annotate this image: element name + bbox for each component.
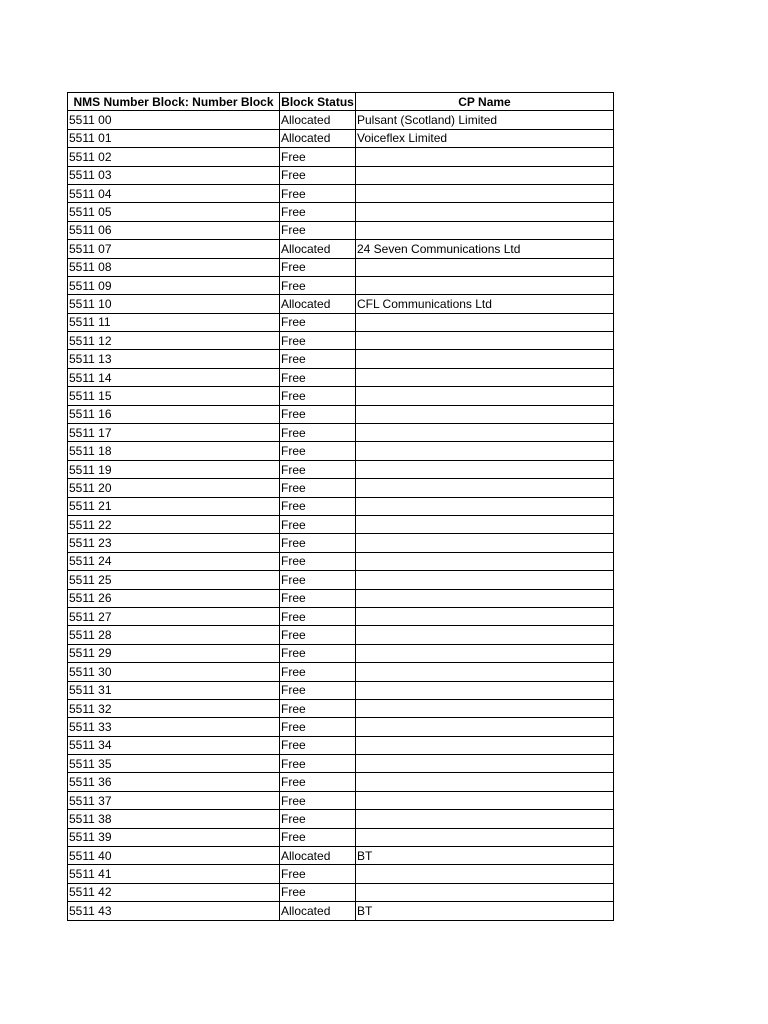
number-block-cell: 5511 27 xyxy=(68,607,280,625)
number-block-cell: 5511 19 xyxy=(68,460,280,478)
cp-name-cell: CFL Communications Ltd xyxy=(356,295,614,313)
number-block-cell: 5511 01 xyxy=(68,129,280,147)
cp-name-cell xyxy=(356,810,614,828)
table-row xyxy=(68,571,614,589)
table-row xyxy=(68,902,614,920)
number-block-cell: 5511 34 xyxy=(68,736,280,754)
number-block-cell: 5511 38 xyxy=(68,810,280,828)
table-row xyxy=(68,644,614,662)
block-status-cell: Free xyxy=(280,442,356,460)
table-row xyxy=(68,607,614,625)
table-row xyxy=(68,313,614,331)
block-status-cell: Allocated xyxy=(280,902,356,920)
number-block-cell: 5511 42 xyxy=(68,883,280,901)
number-block-cell: 5511 17 xyxy=(68,424,280,442)
cp-name-cell xyxy=(356,424,614,442)
block-status-cell: Free xyxy=(280,387,356,405)
cp-name-cell xyxy=(356,865,614,883)
cp-name-cell xyxy=(356,883,614,901)
block-status-cell: Free xyxy=(280,718,356,736)
block-status-cell: Free xyxy=(280,258,356,276)
cp-name-cell xyxy=(356,571,614,589)
number-block-cell: 5511 15 xyxy=(68,387,280,405)
number-block-cell: 5511 08 xyxy=(68,258,280,276)
cp-name-cell xyxy=(356,626,614,644)
table-row xyxy=(68,865,614,883)
number-block-cell: 5511 03 xyxy=(68,166,280,184)
cp-name-cell xyxy=(356,644,614,662)
table-row xyxy=(68,681,614,699)
cp-name-cell xyxy=(356,718,614,736)
table-row xyxy=(68,828,614,846)
header-row xyxy=(68,93,614,111)
number-block-cell: 5511 35 xyxy=(68,755,280,773)
cp-name-cell xyxy=(356,699,614,717)
number-block-cell: 5511 37 xyxy=(68,791,280,809)
cp-name-cell: 24 Seven Communications Ltd xyxy=(356,240,614,258)
cp-name-cell: Pulsant (Scotland) Limited xyxy=(356,111,614,129)
block-status-cell: Free xyxy=(280,313,356,331)
cp-name-cell xyxy=(356,405,614,423)
table-row xyxy=(68,479,614,497)
number-block-cell: 5511 41 xyxy=(68,865,280,883)
number-block-cell: 5511 12 xyxy=(68,332,280,350)
number-block-cell: 5511 20 xyxy=(68,479,280,497)
cp-name-cell xyxy=(356,681,614,699)
cp-name-cell xyxy=(356,203,614,221)
table-row xyxy=(68,699,614,717)
table-row xyxy=(68,368,614,386)
table-row xyxy=(68,387,614,405)
block-status-cell: Free xyxy=(280,276,356,294)
table-row xyxy=(68,810,614,828)
number-block-cell: 5511 05 xyxy=(68,203,280,221)
cp-name-cell xyxy=(356,663,614,681)
cp-name-cell xyxy=(356,258,614,276)
number-block-cell: 5511 33 xyxy=(68,718,280,736)
number-block-cell: 5511 29 xyxy=(68,644,280,662)
table-row xyxy=(68,442,614,460)
number-block-cell: 5511 23 xyxy=(68,534,280,552)
cp-name-cell xyxy=(356,276,614,294)
cp-name-cell xyxy=(356,460,614,478)
block-status-cell: Free xyxy=(280,681,356,699)
block-status-cell: Free xyxy=(280,203,356,221)
number-block-table xyxy=(67,92,614,921)
cp-name-cell xyxy=(356,552,614,570)
number-block-cell: 5511 00 xyxy=(68,111,280,129)
cp-name-cell xyxy=(356,148,614,166)
block-status-cell: Allocated xyxy=(280,295,356,313)
cp-name-cell xyxy=(356,515,614,533)
number-block-cell: 5511 28 xyxy=(68,626,280,644)
table-row xyxy=(68,405,614,423)
cp-name-cell: BT xyxy=(356,847,614,865)
block-status-cell: Free xyxy=(280,589,356,607)
table-row xyxy=(68,203,614,221)
block-status-cell: Free xyxy=(280,571,356,589)
table-row xyxy=(68,736,614,754)
cp-name-cell xyxy=(356,332,614,350)
number-block-cell: 5511 10 xyxy=(68,295,280,313)
table-row xyxy=(68,460,614,478)
number-block-cell: 5511 31 xyxy=(68,681,280,699)
table-row xyxy=(68,663,614,681)
block-status-cell: Free xyxy=(280,663,356,681)
block-status-cell: Free xyxy=(280,350,356,368)
number-block-cell: 5511 02 xyxy=(68,148,280,166)
block-status-cell: Free xyxy=(280,607,356,625)
cp-name-cell xyxy=(356,166,614,184)
number-block-cell: 5511 16 xyxy=(68,405,280,423)
block-status-cell: Free xyxy=(280,332,356,350)
block-status-cell: Free xyxy=(280,828,356,846)
table-body xyxy=(68,111,614,920)
table-row xyxy=(68,424,614,442)
table-row xyxy=(68,589,614,607)
number-block-cell: 5511 22 xyxy=(68,515,280,533)
number-block-cell: 5511 39 xyxy=(68,828,280,846)
block-status-cell: Free xyxy=(280,424,356,442)
block-status-cell: Free xyxy=(280,626,356,644)
table-row xyxy=(68,332,614,350)
cp-name-cell xyxy=(356,773,614,791)
block-status-cell: Free xyxy=(280,644,356,662)
header-number-block: NMS Number Block: Number Block xyxy=(68,93,280,111)
cp-name-cell xyxy=(356,589,614,607)
cp-name-cell xyxy=(356,387,614,405)
block-status-cell: Free xyxy=(280,497,356,515)
table-row xyxy=(68,240,614,258)
table-row xyxy=(68,166,614,184)
block-status-cell: Free xyxy=(280,773,356,791)
number-block-cell: 5511 04 xyxy=(68,184,280,202)
cp-name-cell: BT xyxy=(356,902,614,920)
table-row xyxy=(68,883,614,901)
table-row xyxy=(68,515,614,533)
block-status-cell: Free xyxy=(280,534,356,552)
cp-name-cell xyxy=(356,534,614,552)
number-block-cell: 5511 21 xyxy=(68,497,280,515)
block-status-cell: Free xyxy=(280,515,356,533)
cp-name-cell xyxy=(356,736,614,754)
number-block-cell: 5511 13 xyxy=(68,350,280,368)
block-status-cell: Free xyxy=(280,883,356,901)
header-cp-name: CP Name xyxy=(356,93,614,111)
block-status-cell: Allocated xyxy=(280,240,356,258)
table-row xyxy=(68,111,614,129)
block-status-cell: Allocated xyxy=(280,111,356,129)
block-status-cell: Free xyxy=(280,810,356,828)
number-block-cell: 5511 06 xyxy=(68,221,280,239)
cp-name-cell xyxy=(356,497,614,515)
cp-name-cell xyxy=(356,350,614,368)
table-row xyxy=(68,258,614,276)
cp-name-cell xyxy=(356,791,614,809)
number-block-cell: 5511 26 xyxy=(68,589,280,607)
table-row xyxy=(68,497,614,515)
cp-name-cell xyxy=(356,828,614,846)
table-row xyxy=(68,221,614,239)
table-row xyxy=(68,350,614,368)
number-block-cell: 5511 40 xyxy=(68,847,280,865)
table-row xyxy=(68,534,614,552)
table-row xyxy=(68,552,614,570)
block-status-cell: Free xyxy=(280,791,356,809)
table-row xyxy=(68,791,614,809)
cp-name-cell xyxy=(356,313,614,331)
table-row xyxy=(68,276,614,294)
table-row xyxy=(68,847,614,865)
cp-name-cell xyxy=(356,221,614,239)
table-row xyxy=(68,184,614,202)
block-status-cell: Free xyxy=(280,184,356,202)
number-block-cell: 5511 18 xyxy=(68,442,280,460)
cp-name-cell: Voiceflex Limited xyxy=(356,129,614,147)
table-row xyxy=(68,755,614,773)
block-status-cell: Free xyxy=(280,736,356,754)
cp-name-cell xyxy=(356,368,614,386)
cp-name-cell xyxy=(356,479,614,497)
block-status-cell: Free xyxy=(280,552,356,570)
cp-name-cell xyxy=(356,184,614,202)
header-block-status: Block Status xyxy=(280,93,356,111)
block-status-cell: Free xyxy=(280,166,356,184)
number-block-cell: 5511 24 xyxy=(68,552,280,570)
number-block-cell: 5511 43 xyxy=(68,902,280,920)
number-block-cell: 5511 30 xyxy=(68,663,280,681)
table-row xyxy=(68,626,614,644)
block-status-cell: Free xyxy=(280,148,356,166)
table-row xyxy=(68,148,614,166)
table-row xyxy=(68,295,614,313)
block-status-cell: Free xyxy=(280,405,356,423)
number-block-cell: 5511 09 xyxy=(68,276,280,294)
number-block-cell: 5511 36 xyxy=(68,773,280,791)
block-status-cell: Free xyxy=(280,221,356,239)
block-status-cell: Free xyxy=(280,699,356,717)
block-status-cell: Free xyxy=(280,755,356,773)
table-row xyxy=(68,773,614,791)
number-block-cell: 5511 25 xyxy=(68,571,280,589)
number-block-cell: 5511 11 xyxy=(68,313,280,331)
number-block-cell: 5511 32 xyxy=(68,699,280,717)
cp-name-cell xyxy=(356,442,614,460)
number-block-cell: 5511 14 xyxy=(68,368,280,386)
block-status-cell: Allocated xyxy=(280,129,356,147)
block-status-cell: Free xyxy=(280,460,356,478)
block-status-cell: Free xyxy=(280,368,356,386)
table-row xyxy=(68,718,614,736)
cp-name-cell xyxy=(356,755,614,773)
block-status-cell: Free xyxy=(280,865,356,883)
block-status-cell: Free xyxy=(280,479,356,497)
table-row xyxy=(68,129,614,147)
number-block-cell: 5511 07 xyxy=(68,240,280,258)
cp-name-cell xyxy=(356,607,614,625)
block-status-cell: Allocated xyxy=(280,847,356,865)
